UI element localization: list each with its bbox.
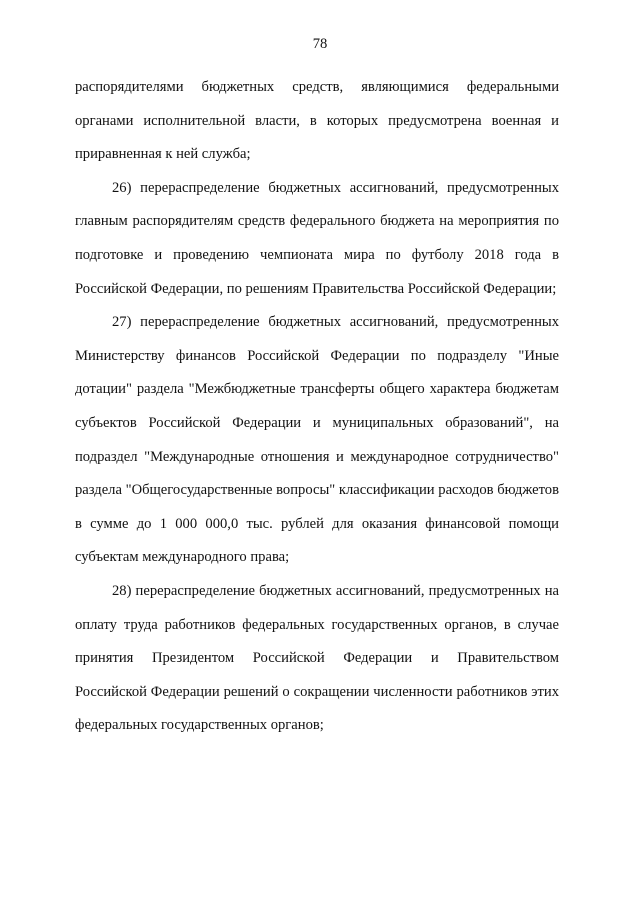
paragraph-continuation: распорядителями бюджетных средств, являющимися федеральными органами исполнительной власти, в которых предусмотрена военная и приравненная к ней служба;	[75, 79, 559, 163]
document-body	[75, 71, 559, 743]
paragraph-item-26: 26) перераспределение бюджетных ассигнований, предусмотренных главным распорядителям средств федерального бюджета на мероприятия по подготовке и проведению чемпионата мира по футболу 2018 года в Российской Федерации, по решениям Правительства Российской Федерации;	[75, 179, 559, 297]
paragraph-item-28: 28) перераспределение бюджетных ассигнований, предусмотренных на оплату труда работников федеральных государственных органов, в случае принятия Президентом Российской Федерации и Правительством Российской Федерации решений о сокращении численности работников этих федеральных государственных органов;	[75, 582, 559, 734]
paragraph-item-27: 27) перераспределение бюджетных ассигнований, предусмотренных Министерству финансов Российской Федерации по подразделу "Иные дотации" раздела "Межбюджетные трансферты общего характера бюджетам субъектов Российской Федерации и муниципальных образований", на подраздел "Международные отношения и международное сотрудничество" раздела "Общегосударственные вопросы" классификации расходов бюджетов в сумме до 1 000 000,0 тыс. рублей для оказания финансовой помощи субъектам международного права;	[75, 314, 559, 566]
page-number: 78	[312, 36, 328, 52]
